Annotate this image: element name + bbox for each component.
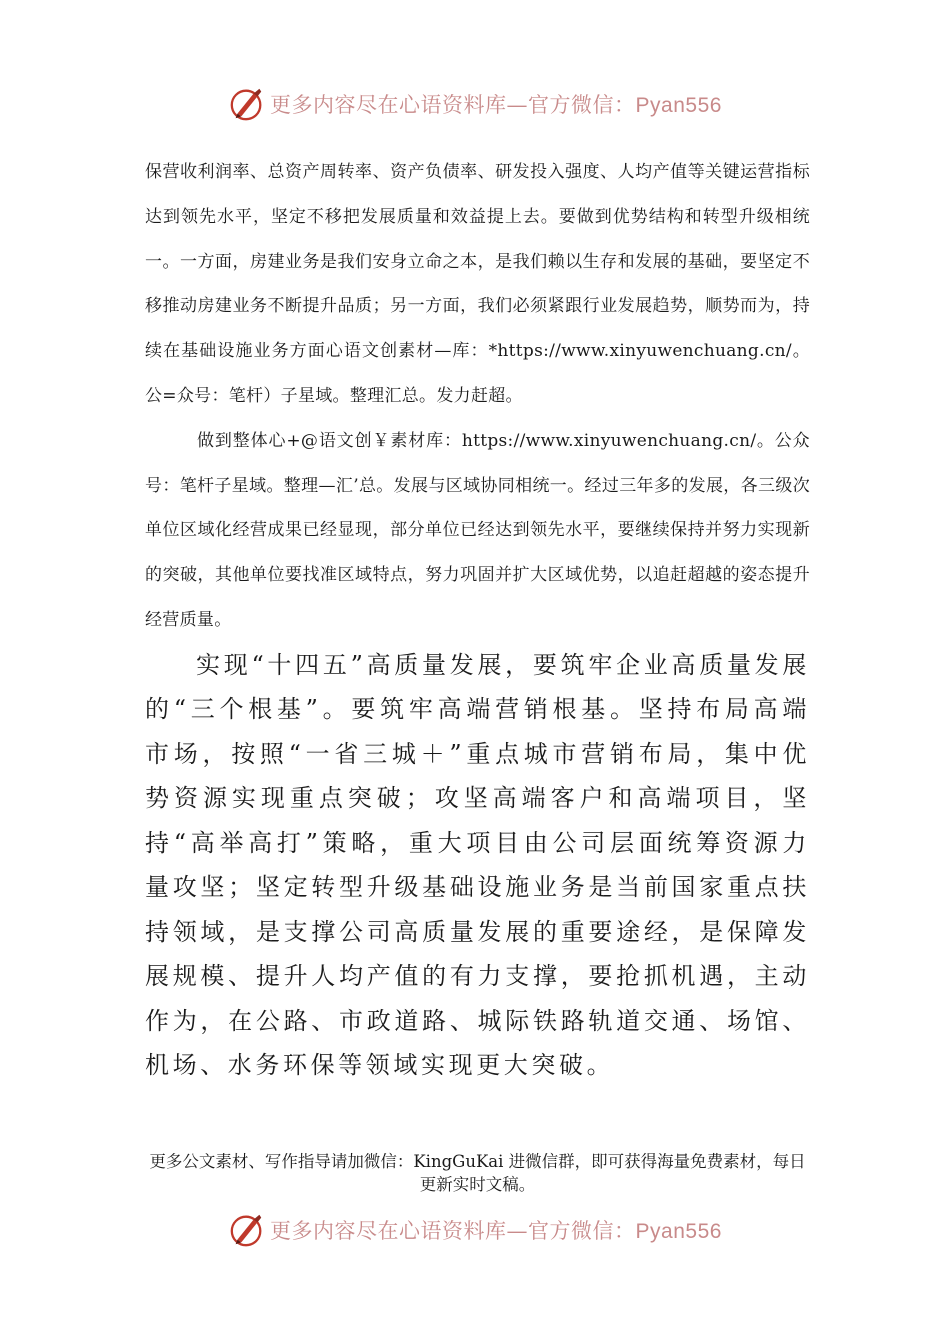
pen-logo-icon [228, 85, 266, 123]
banner-title: 更多内容尽在心语资料库—官方微信： [270, 1219, 636, 1243]
pen-logo-icon [228, 1211, 266, 1249]
header-watermark-banner [0, 82, 950, 126]
footer-watermark-banner [0, 1208, 950, 1252]
paragraph-1: 保营收利润率、总资产周转率、资产负债率、研发投入强度、人均产值等关键运营指标达到领先水平，坚定不移把发展质量和效益提上去。要做到优势结构和转型升级相统一。一方面，房建业务是我们安身立命之本，是我们赖以生存和发展的基础，要坚定不移推动房建业务不断提升品质；另一方面，我们必须紧跟行业发展趋势，顺势而为，持续在基础设施业务方面心语文创素材—库：*https://www.xinyuwenchuang.cn/。公=众号：笔杆）子星域。整理汇总。发力赶超。 [145, 162, 810, 406]
banner-wechat-id: Pyan556 [635, 1220, 722, 1243]
banner-text [270, 89, 722, 119]
paragraph-3: 实现“十四五”高质量发展，要筑牢企业高质量发展的“三个根基”。要筑牢高端营销根基。坚持布局高端市场，按照“一省三城＋”重点城市营销布局，集中优势资源实现重点突破；攻坚高端客户和高端项目，坚持“高举高打”策略，重大项目由公司层面统筹资源力量攻坚；坚定转型升级基础设施业务是当前国家重点扶持领域，是支撑公司高质量发展的重要途经，是保障发展规模、提升人均产值的有力支撑，要抢抓机遇，主动作为，在公路、市政道路、城际铁路轨道交通、场馆、机场、水务环保等领域实现更大突破。 [145, 650, 810, 1080]
banner-title: 更多内容尽在心语资料库—官方微信： [270, 93, 636, 117]
paragraph-2: 做到整体心+@语文创￥素材库：https://www.xinyuwenchuang.cn/。公众号：笔杆子星域。整理—汇’总。发展与区域协同相统一。经过三年多的发展，各三级次单位区域化经营成果已经显现，部分单位已经达到领先水平，要继续保持并努力实现新的突破，其他单位要找准区域特点，努力巩固并扩大区域优势，以追赶超越的姿态提升经营质量。 [145, 430, 810, 630]
document-body [145, 150, 810, 1088]
banner-wechat-id: Pyan556 [635, 94, 722, 117]
banner-text [270, 1215, 722, 1245]
footer-note: 更多公文素材、写作指导请加微信：KingGuKai 进微信群，即可获得海量免费素材，每日更新实时文稿。 [149, 1152, 806, 1194]
